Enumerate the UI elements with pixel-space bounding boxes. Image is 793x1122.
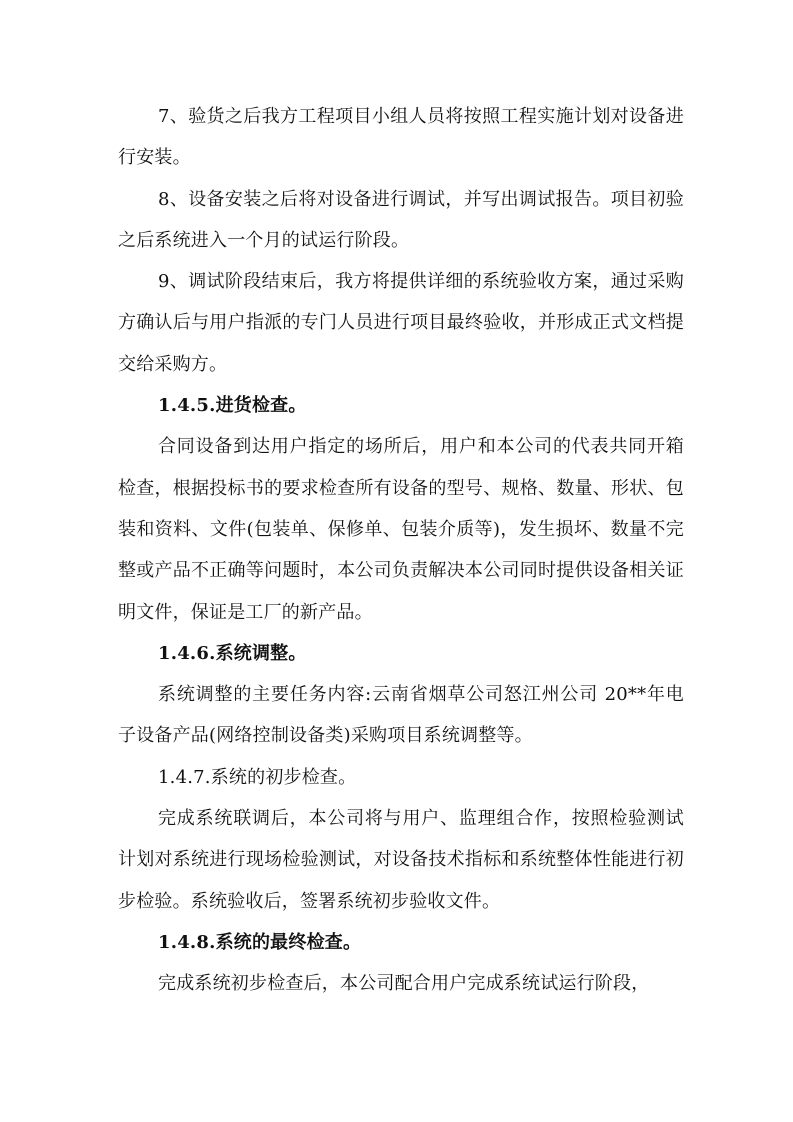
section-heading-1-4-6: 1.4.6.系统调整。	[158, 642, 307, 664]
paragraph-item-9: 9、调试阶段结束后，我方将提供详细的系统验收方案，通过采购方确认后与用户指派的专门人员进行项目最终验收，并形成正式文档提交给采购方。	[118, 271, 684, 375]
section-heading-1-4-5: 1.4.5.进货检查。	[158, 395, 307, 417]
section-heading-1-4-8: 1.4.8.系统的最终检查。	[158, 931, 362, 953]
paragraph-final-inspection: 完成系统初步检查后，本公司配合用户完成系统试运行阶段，	[158, 973, 650, 995]
paragraph-system-adjustment: 系统调整的主要任务内容:云南省烟草公司怒江州公司 20**年电子设备产品(网络控制设备类)采购项目系统调整等。	[118, 684, 684, 747]
paragraph-item-8: 8、设备安装之后将对设备进行调试，并写出调试报告。项目初验之后系统进入一个月的试运行阶段。	[118, 188, 684, 251]
paragraph-goods-inspection: 合同设备到达用户指定的场所后，用户和本公司的代表共同开箱检查，根据投标书的要求检查所有设备的型号、规格、数量、形状、包装和资料、文件(包装单、保修单、包装介质等)，发生损坏、数量不完整或产品不正确等问题时，本公司负责解决本公司同时提供设备相关证明文件，保证是工厂的新产品。	[118, 436, 684, 623]
paragraph-initial-inspection: 完成系统联调后，本公司将与用户、监理组合作，按照检验测试计划对系统进行现场检验测试，对设备技术指标和系统整体性能进行初步检验。系统验收后，签署系统初步验收文件。	[118, 808, 684, 912]
document-body	[118, 96, 684, 1005]
paragraph-item-7: 7、验货之后我方工程项目小组人员将按照工程实施计划对设备进行安装。	[118, 106, 684, 169]
section-heading-1-4-7: 1.4.7.系统的初步检查。	[158, 766, 357, 788]
